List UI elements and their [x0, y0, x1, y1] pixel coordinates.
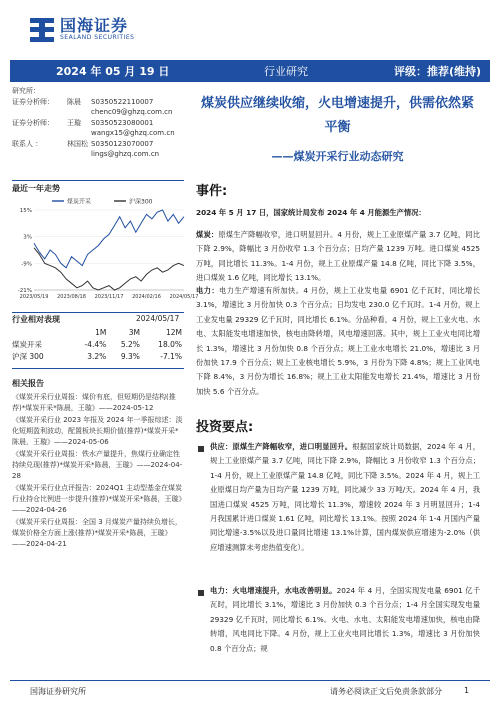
- divider: [12, 312, 184, 313]
- analyst-role: 联系人 ：: [12, 139, 43, 148]
- analyst-email[interactable]: wangx15@ghzq.com.cn: [91, 129, 175, 137]
- table-row: [12, 338, 182, 350]
- analyst-email-row: [12, 128, 187, 139]
- analyst-cert: S0350123070007: [91, 139, 154, 148]
- related-report-link[interactable]: 《煤炭开采行业点评报告：2024Q1 主动型基金在煤炭行业持仓比例进一步提升(推荐)*煤炭开采*陈晨，王璇》——2024-04-26: [12, 484, 183, 514]
- table-cell: -7.1%: [160, 351, 182, 361]
- report-rating: 评级：推荐(维持): [394, 65, 482, 78]
- related-heading: 相关报告: [12, 379, 44, 388]
- divider: [12, 180, 184, 181]
- x-tick-label: 2024/05/17: [169, 294, 199, 300]
- table-cell: 3.2%: [87, 351, 107, 361]
- table-cell: -4.4%: [84, 339, 107, 349]
- point-supply-label: 供应：原煤生产降幅收窄，进口明显回升。: [210, 442, 353, 451]
- events-coal-paragraph: [196, 228, 480, 286]
- analyst-row: [12, 139, 187, 150]
- report-date: 2024 年 05 月 19 日: [56, 65, 170, 78]
- coal-label: 煤炭：: [196, 230, 219, 239]
- analyst-name: 王璇: [67, 118, 81, 127]
- table-header-cell: 3M: [128, 327, 140, 337]
- logo-text-en: SEALAND SECURITIES: [60, 34, 135, 41]
- related-report-link[interactable]: 《煤炭开采行业周报：煤价有底，但短期仍是结构(推荐)*煤炭开采*陈晨，王璇》——2024-05-12: [12, 393, 176, 412]
- trend-chart: [12, 196, 199, 308]
- coal-text: 原煤生产降幅收窄，进口明显回升。4 月份，规上工业原煤产量 3.7 亿吨，同比下降 2.9%，降幅比 3 月份收窄 1.3 个百分点；日均产量 1239 万吨。进口煤炭 4525 万吨，同比增长 11.3%。1-4 月份，规上工业原煤产量 14.8 亿吨，同比下降 3.5%，进口煤炭 1.6 亿吨，同比增长 13.1%。: [196, 230, 481, 283]
- table-header-row: [12, 326, 182, 338]
- analyst-name: 林国松: [67, 139, 88, 148]
- table-cell: 5.2%: [120, 339, 140, 349]
- page-number: 1: [464, 686, 470, 695]
- legend-label: 煤炭开采: [67, 198, 92, 206]
- point-supply-text: 根据国家统计局数据，2024 年 4 月，规上工业原煤产量 3.7 亿吨，同比下降 2.9%，降幅比 3 月份收窄 1.3 个百分点；1-4 月份，规上工业原煤产量 14.8 亿吨，同比下降 3.5%。2024 年 4 月，规上工业原煤日均产量为日均产量 1239 万吨，同比减少 33 万吨/天。2024 年 4 月，我国进口煤炭 4525 万吨，同比增长 11.3%，增速较 2024 年 3 月明显回升；1-4 月我国累计进口煤炭 1.61 亿吨，同比增长 13.1%。按照 2024 年 1-4 月国内产量同比增速-3.5%以及进口量同比增速 13.1%计算，国内煤炭供应增速为-2.0%（供应增速测算未考虑热值变化）。: [210, 442, 481, 552]
- analyst-email[interactable]: lings@ghzq.com.cn: [91, 150, 160, 158]
- events-lead: 2024 年 5 月 17 日，国家统计局发布 2024 年 4 月能源生产情况：: [196, 208, 426, 217]
- table-header-cell: 1M: [95, 327, 107, 337]
- events-title: 事件:: [196, 184, 228, 199]
- y-tick-label: -9%: [21, 261, 32, 268]
- spacer: [12, 107, 67, 118]
- analyst-email-row: [12, 149, 187, 160]
- analyst-cert: S0350523080001: [91, 118, 154, 127]
- logo-mark-icon: [30, 18, 54, 42]
- points-title: 投资要点:: [196, 420, 254, 435]
- bullet-square-icon: [198, 446, 204, 452]
- table-header-cell: [12, 326, 68, 338]
- spacer: [67, 149, 91, 160]
- analyst-row: [12, 97, 187, 108]
- analyst-role: 证券分析师：: [12, 97, 54, 106]
- analyst-name: 陈晨: [67, 97, 81, 106]
- events-power-paragraph: [196, 284, 480, 399]
- spacer: [67, 128, 91, 139]
- chart-heading: 最近一年走势: [12, 184, 60, 193]
- spacer: [67, 107, 91, 118]
- series-line: [34, 248, 184, 290]
- y-tick-label: -21%: [17, 288, 32, 294]
- table-cell: 沪深 300: [12, 351, 44, 361]
- title-line-1: 煤炭供应继续收缩，火电增速提升，供需依然紧: [200, 96, 474, 111]
- footer-divider: [10, 680, 490, 681]
- point-power-paragraph: [210, 584, 480, 656]
- related-report-link[interactable]: 《煤炭开采行业 2023 年报及 2024 年一季报综述：淡化短期盈利波动，配置板块长期价值(推荐)*煤炭开采*陈晨，王璇》——2024-05-06: [12, 416, 183, 446]
- divider: [12, 368, 184, 369]
- point-power-text: 2024 年 4 月，全国实现发电量 6901 亿千瓦时，同比增长 3.1%，增速比 3 月份加快 0.3 个百分点；1-4 月全国实现发电量 29329 亿千瓦时，同比增长 6.1%。火电、水电、太阳能发电增速加快，核电由降转增，风电同比下降。4 月份，规上工业火电同比增长 1.3%，增速比 3 月份加快 0.8 个百分点；规: [210, 586, 480, 653]
- power-label: 电力：: [196, 286, 220, 295]
- analyst-email[interactable]: chenc09@ghzq.com.cn: [91, 108, 173, 116]
- report-title: [195, 92, 480, 168]
- report-subtitle: ——煤炭开采行业动态研究: [271, 150, 404, 163]
- spacer: [12, 149, 67, 160]
- y-tick-label: 3%: [23, 234, 32, 241]
- footer-institute: 国海证券研究所: [30, 687, 86, 696]
- power-text: 电力生产增速有所加快。4 月份，规上工业发电量 6901 亿千瓦时，同比增长 3.1%，增速比 3 月份加快 0.3 个百分点；日均发电 230.0 亿千瓦时。1-4 月份，规上工业发电量 29329 亿千瓦时，同比增长 6.1%。分品种看，4 月份，规上工业火电、水电、太阳能发电增速加快，核电由降转增，风电增速回落。其中，规上工业火电同比增长 1.3%，增速比 3 月份加快 0.8 个百分点；规上工业水电增长 21.0%，增速比 3 月份加快 17.9 个百分点；规上工业核电增长 5.9%，3 月份为下降 4.8%；规上工业风电下降 8.4%，3 月份为增长 16.8%；规上工业太阳能发电增长 21.4%，增速比 3 月份加快 5.6 个百分点。: [196, 286, 481, 396]
- performance-table: [12, 326, 182, 362]
- analyst-panel: [12, 86, 187, 160]
- point-supply-paragraph: [210, 440, 480, 555]
- analyst-row: [12, 118, 187, 129]
- performance-date: 2024/05/17: [136, 314, 180, 323]
- analyst-heading: 研究所：: [12, 87, 40, 95]
- analyst-cert: S0350522110007: [91, 97, 154, 106]
- x-tick-label: 2023/08/18: [57, 294, 86, 300]
- x-tick-label: 2024/02/16: [132, 294, 161, 300]
- analyst-role: 证券分析师：: [12, 118, 54, 127]
- header-banner: [10, 60, 490, 82]
- title-line-2: 平衡: [324, 120, 351, 135]
- point-power-label: 电力：火电增速提升，水电改善明显。: [210, 586, 337, 595]
- performance-heading: 行业相对表现: [12, 315, 60, 324]
- table-cell: 9.3%: [120, 351, 140, 361]
- company-logo: [30, 17, 134, 42]
- legend-label: 沪深300: [129, 198, 153, 206]
- bullet-square-icon: [198, 590, 204, 596]
- logo-text-cn: 国海证券: [60, 16, 129, 35]
- y-tick-label: 15%: [19, 208, 32, 214]
- related-report-link[interactable]: 《煤炭开采行业周报：铁水产量提升，焦煤行业确定性持续兑现(推荐)*煤炭开采*陈晨，王璇》——2024-04-28: [12, 450, 183, 480]
- table-cell: 18.0%: [158, 339, 182, 349]
- x-tick-label: 2023/11/17: [94, 294, 124, 300]
- spacer: [12, 128, 67, 139]
- related-reports-list: [12, 392, 185, 551]
- table-row: [12, 350, 182, 362]
- footer-disclaimer: 请务必阅读正文后免责条款部分: [330, 687, 442, 696]
- table-header-cell: 12M: [165, 327, 182, 337]
- x-tick-label: 2023/05/19: [19, 294, 49, 300]
- table-cell: 煤炭开采: [12, 339, 42, 349]
- related-report-link[interactable]: 《煤炭开采行业周报：全国 3 月煤炭产量持续负增长，煤炭价格全方面上涨(推荐)*煤炭开采*陈晨，王璇》——2024-04-21: [12, 518, 182, 548]
- series-line: [34, 210, 184, 268]
- report-type: 行业研究: [264, 65, 308, 78]
- analyst-email-row: [12, 107, 187, 118]
